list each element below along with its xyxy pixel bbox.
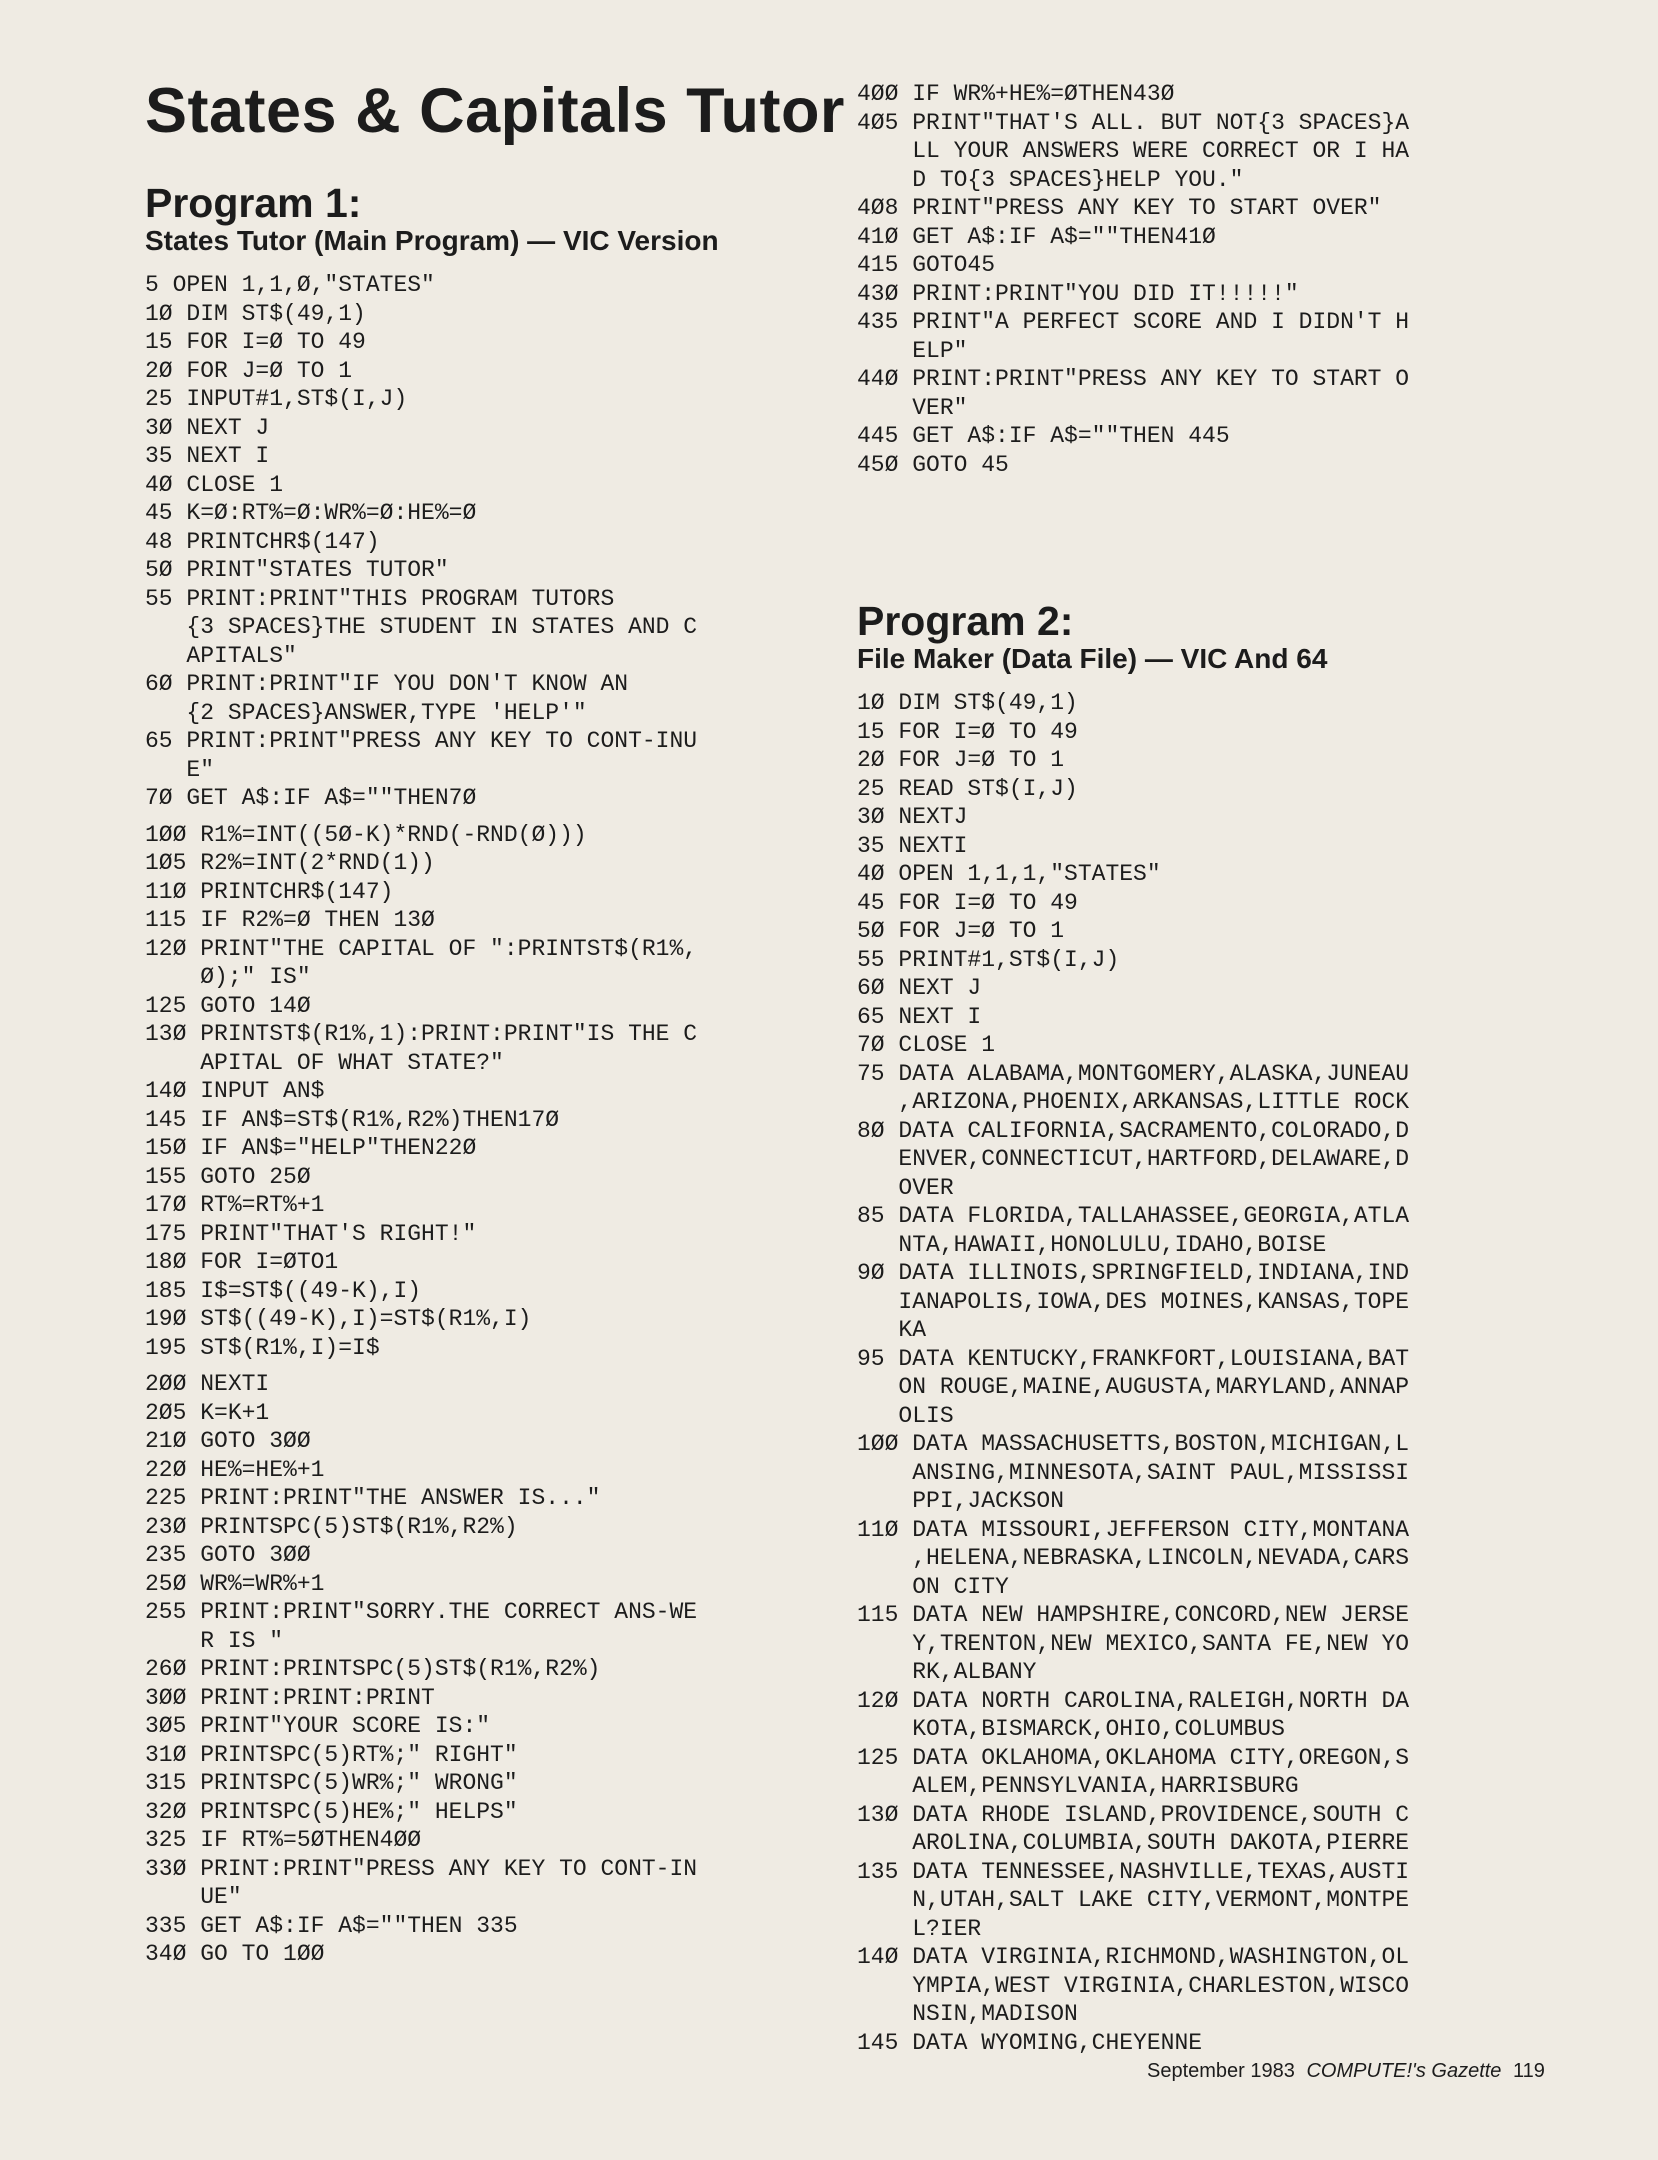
code-line: 5Ø FOR J=Ø TO 1	[857, 918, 1065, 944]
code-line: OLIS	[857, 1402, 954, 1429]
code-line: 335 GET A$:IF A$=""THEN 335	[145, 1912, 518, 1939]
code-line: 19Ø ST$((49-K),I)=ST$(R1%,I)	[145, 1306, 532, 1332]
code-line: 1Ø5 R2%=INT(2*RND(1))	[145, 850, 435, 876]
code-line: 145 DATA WYOMING,CHEYENNE	[857, 2029, 1203, 2056]
code-line: 75 DATA ALABAMA,MONTGOMERY,ALASKA,JUNEAU	[857, 1060, 1410, 1087]
code-line: 3Ø NEXTJ	[857, 804, 968, 830]
code-line: 6Ø PRINT:PRINT"IF YOU DON'T KNOW AN	[145, 671, 629, 697]
code-line: 23Ø PRINTSPC(5)ST$(R1%,R2%)	[145, 1513, 518, 1540]
code-line: LL YOUR ANSWERS WERE CORRECT OR I HA	[857, 138, 1410, 164]
code-line: E"	[145, 756, 215, 783]
code-line: 25 INPUT#1,ST$(I,J)	[145, 386, 408, 412]
right-column	[857, 80, 1557, 2057]
code-line: 255 PRINT:PRINT"SORRY.THE CORRECT ANS-WE	[145, 1599, 698, 1625]
code-line: 33Ø PRINT:PRINT"PRESS ANY KEY TO CONT-IN	[145, 1855, 698, 1882]
code-line: 2Ø FOR J=Ø TO 1	[145, 357, 353, 384]
code-line: 1Ø DIM ST$(49,1)	[857, 690, 1078, 716]
code-line: 135 DATA TENNESSEE,NASHVILLE,TEXAS,AUSTI	[857, 1858, 1410, 1885]
code-line: ALEM,PENNSYLVANIA,HARRISBURG	[857, 1773, 1299, 1799]
code-line: 1ØØ DATA MASSACHUSETTS,BOSTON,MICHIGAN,L	[857, 1431, 1410, 1457]
code-line: 125 DATA OKLAHOMA,OKLAHOMA CITY,OREGON,S	[857, 1744, 1410, 1771]
code-line: ON CITY	[857, 1573, 1009, 1600]
code-line: 26Ø PRINT:PRINTSPC(5)ST$(R1%,R2%)	[145, 1656, 601, 1682]
program2-code-listing	[857, 689, 1557, 2057]
code-line: 14Ø DATA VIRGINIA,RICHMOND,WASHINGTON,OL	[857, 1944, 1410, 1970]
code-line: 195 ST$(R1%,I)=I$	[145, 1334, 380, 1361]
code-line: 18Ø FOR I=ØTO1	[145, 1249, 339, 1275]
code-line: 325 IF RT%=5ØTHEN4ØØ	[145, 1827, 422, 1853]
code-line: 315 PRINTSPC(5)WR%;" WRONG"	[145, 1770, 518, 1796]
code-line: 4Ø8 PRINT"PRESS ANY KEY TO START OVER"	[857, 195, 1382, 221]
code-line: IANAPOLIS,IOWA,DES MOINES,KANSAS,TOPE	[857, 1288, 1410, 1315]
code-line: L?IER	[857, 1915, 982, 1942]
code-line: UE"	[145, 1884, 242, 1910]
article-title-block	[145, 78, 845, 145]
code-line: 2Ø5 K=K+1	[145, 1399, 270, 1426]
code-line: 43Ø PRINT:PRINT"YOU DID IT!!!!!"	[857, 280, 1299, 307]
program1-subtitle: States Tutor (Main Program) — VIC Version	[145, 225, 719, 256]
code-line: 6Ø NEXT J	[857, 975, 982, 1001]
code-line: 4Ø CLOSE 1	[145, 471, 284, 498]
code-line: 45 FOR I=Ø TO 49	[857, 889, 1078, 916]
code-line: {3 SPACES}THE STUDENT IN STATES AND C	[145, 614, 698, 640]
article-title: States & Capitals Tutor	[145, 76, 845, 146]
code-line: 65 PRINT:PRINT"PRESS ANY KEY TO CONT-INU	[145, 728, 698, 754]
code-line: N,UTAH,SALT LAKE CITY,VERMONT,MONTPE	[857, 1887, 1410, 1913]
code-line: {2 SPACES}ANSWER,TYPE 'HELP'"	[145, 699, 587, 726]
code-line: Ø);" IS"	[145, 964, 311, 990]
code-line: 85 DATA FLORIDA,TALLAHASSEE,GEORGIA,ATLA	[857, 1203, 1410, 1229]
code-line: 11Ø PRINTCHR$(147)	[145, 878, 394, 905]
code-line: 4ØØ IF WR%+HE%=ØTHEN43Ø	[857, 81, 1175, 107]
code-line: 45Ø GOTO 45	[857, 451, 1009, 478]
code-line: 21Ø GOTO 3ØØ	[145, 1428, 311, 1454]
code-line: 55 PRINT:PRINT"THIS PROGRAM TUTORS	[145, 585, 615, 612]
code-line: 55 PRINT#1,ST$(I,J)	[857, 946, 1120, 973]
code-line: D TO{3 SPACES}HELP YOU."	[857, 166, 1244, 193]
program2-heading: Program 2:	[857, 598, 1074, 644]
code-line: OVER	[857, 1174, 954, 1201]
code-line: ,ARIZONA,PHOENIX,ARKANSAS,LITTLE ROCK	[857, 1089, 1410, 1115]
program1-heading-block	[145, 181, 845, 257]
code-line: 7Ø CLOSE 1	[857, 1032, 996, 1058]
code-line: 435 PRINT"A PERFECT SCORE AND I DIDN'T H	[857, 309, 1410, 335]
code-line: 9Ø DATA ILLINOIS,SPRINGFIELD,INDIANA,IND	[857, 1260, 1410, 1286]
code-line: 31Ø PRINTSPC(5)RT%;" RIGHT"	[145, 1741, 518, 1768]
code-line: 1Ø DIM ST$(49,1)	[145, 300, 366, 327]
code-line: 185 I$=ST$((49-K),I)	[145, 1277, 422, 1304]
code-line: 25Ø WR%=WR%+1	[145, 1570, 325, 1597]
code-line: 4Ø5 PRINT"THAT'S ALL. BUT NOT{3 SPACES}A	[857, 109, 1410, 136]
code-line: ENVER,CONNECTICUT,HARTFORD,DELAWARE,D	[857, 1146, 1410, 1172]
code-line: 44Ø PRINT:PRINT"PRESS ANY KEY TO START O	[857, 366, 1410, 392]
code-line: ON ROUGE,MAINE,AUGUSTA,MARYLAND,ANNAP	[857, 1374, 1410, 1400]
code-line: 3Ø NEXT J	[145, 414, 270, 441]
code-line: 175 PRINT"THAT'S RIGHT!"	[145, 1220, 477, 1247]
code-line: 125 GOTO 14Ø	[145, 992, 311, 1019]
code-line: AROLINA,COLUMBIA,SOUTH DAKOTA,PIERRE	[857, 1830, 1410, 1856]
code-line: 115 DATA NEW HAMPSHIRE,CONCORD,NEW JERSE	[857, 1602, 1410, 1628]
code-line: 14Ø INPUT AN$	[145, 1078, 325, 1104]
code-line: 35 NEXT I	[145, 443, 270, 469]
code-line: 35 NEXTI	[857, 832, 968, 859]
code-line: 32Ø PRINTSPC(5)HE%;" HELPS"	[145, 1798, 518, 1825]
code-line: Y,TRENTON,NEW MEXICO,SANTA FE,NEW YO	[857, 1630, 1410, 1657]
code-line: 4Ø OPEN 1,1,1,"STATES"	[857, 861, 1161, 887]
code-line: ,HELENA,NEBRASKA,LINCOLN,NEVADA,CARS	[857, 1545, 1410, 1571]
code-line: 12Ø PRINT"THE CAPITAL OF ":PRINTST$(R1%,	[145, 935, 698, 962]
code-line: 5Ø PRINT"STATES TUTOR"	[145, 557, 449, 583]
code-line: YMPIA,WEST VIRGINIA,CHARLESTON,WISCO	[857, 1972, 1410, 1999]
code-line: 45 K=Ø:RT%=Ø:WR%=Ø:HE%=Ø	[145, 500, 477, 526]
code-line: 445 GET A$:IF A$=""THEN 445	[857, 423, 1230, 449]
code-line: NTA,HAWAII,HONOLULU,IDAHO,BOISE	[857, 1231, 1327, 1258]
code-line: APITALS"	[145, 642, 297, 669]
code-line: ELP"	[857, 337, 968, 364]
code-line: 65 NEXT I	[857, 1003, 982, 1030]
code-line: 95 DATA KENTUCKY,FRANKFORT,LOUISIANA,BAT	[857, 1345, 1410, 1372]
footer-magazine: COMPUTE!'s Gazette	[1306, 2060, 1502, 2082]
code-line: 11Ø DATA MISSOURI,JEFFERSON CITY,MONTANA	[857, 1516, 1410, 1543]
code-line: PPI,JACKSON	[857, 1488, 1065, 1514]
code-line: ANSING,MINNESOTA,SAINT PAUL,MISSISSI	[857, 1459, 1410, 1486]
code-line: 225 PRINT:PRINT"THE ANSWER IS..."	[145, 1485, 601, 1511]
program1-heading: Program 1:	[145, 180, 362, 226]
code-line: 12Ø DATA NORTH CAROLINA,RALEIGH,NORTH DA	[857, 1687, 1410, 1714]
code-line: 235 GOTO 3ØØ	[145, 1542, 311, 1568]
page-footer	[1147, 2060, 1545, 2083]
code-line: 5 OPEN 1,1,Ø,"STATES"	[145, 272, 435, 298]
code-line: 15 FOR I=Ø TO 49	[857, 718, 1078, 745]
code-line: APITAL OF WHAT STATE?"	[145, 1049, 504, 1076]
code-line: 13Ø PRINTST$(R1%,1):PRINT:PRINT"IS THE C	[145, 1021, 698, 1047]
code-line: 13Ø DATA RHODE ISLAND,PROVIDENCE,SOUTH C	[857, 1801, 1410, 1828]
program1-code-listing	[145, 271, 845, 1969]
code-line: 145 IF AN$=ST$(R1%,R2%)THEN17Ø	[145, 1106, 560, 1133]
code-line: 115 IF R2%=Ø THEN 13Ø	[145, 907, 435, 933]
code-line: 15 FOR I=Ø TO 49	[145, 329, 366, 355]
code-line: 415 GOTO45	[857, 252, 996, 278]
code-line: VER"	[857, 394, 968, 421]
code-line: 155 GOTO 25Ø	[145, 1163, 311, 1190]
footer-page-number: 119	[1513, 2060, 1545, 2082]
code-line: NSIN,MADISON	[857, 2001, 1078, 2027]
code-line: KA	[857, 1317, 927, 1343]
code-line: 1ØØ R1%=INT((5Ø-K)*RND(-RND(Ø)))	[145, 821, 587, 848]
footer-date: September 1983	[1147, 2060, 1295, 2082]
code-line: 15Ø IF AN$="HELP"THEN22Ø	[145, 1135, 477, 1161]
code-line: 2ØØ NEXTI	[145, 1371, 270, 1397]
code-line: RK,ALBANY	[857, 1659, 1037, 1685]
program2-heading-block	[857, 599, 1557, 675]
code-line: 48 PRINTCHR$(147)	[145, 528, 380, 555]
code-line: R IS "	[145, 1627, 284, 1654]
code-line: 25 READ ST$(I,J)	[857, 775, 1078, 802]
code-line: 34Ø GO TO 1ØØ	[145, 1941, 325, 1967]
left-column	[145, 78, 845, 1969]
program1-code-continued	[857, 80, 1557, 479]
code-line: 8Ø DATA CALIFORNIA,SACRAMENTO,COLORADO,D	[857, 1117, 1410, 1144]
code-line: 22Ø HE%=HE%+1	[145, 1456, 325, 1483]
code-line: 3Ø5 PRINT"YOUR SCORE IS:"	[145, 1713, 491, 1739]
code-line: 17Ø RT%=RT%+1	[145, 1192, 325, 1218]
code-line: 2Ø FOR J=Ø TO 1	[857, 747, 1065, 773]
code-line: 41Ø GET A$:IF A$=""THEN41Ø	[857, 223, 1216, 250]
code-line: 3ØØ PRINT:PRINT:PRINT	[145, 1684, 435, 1711]
program2-subtitle: File Maker (Data File) — VIC And 64	[857, 643, 1328, 674]
code-line: 7Ø GET A$:IF A$=""THEN7Ø	[145, 785, 477, 811]
code-line: KOTA,BISMARCK,OHIO,COLUMBUS	[857, 1716, 1285, 1742]
